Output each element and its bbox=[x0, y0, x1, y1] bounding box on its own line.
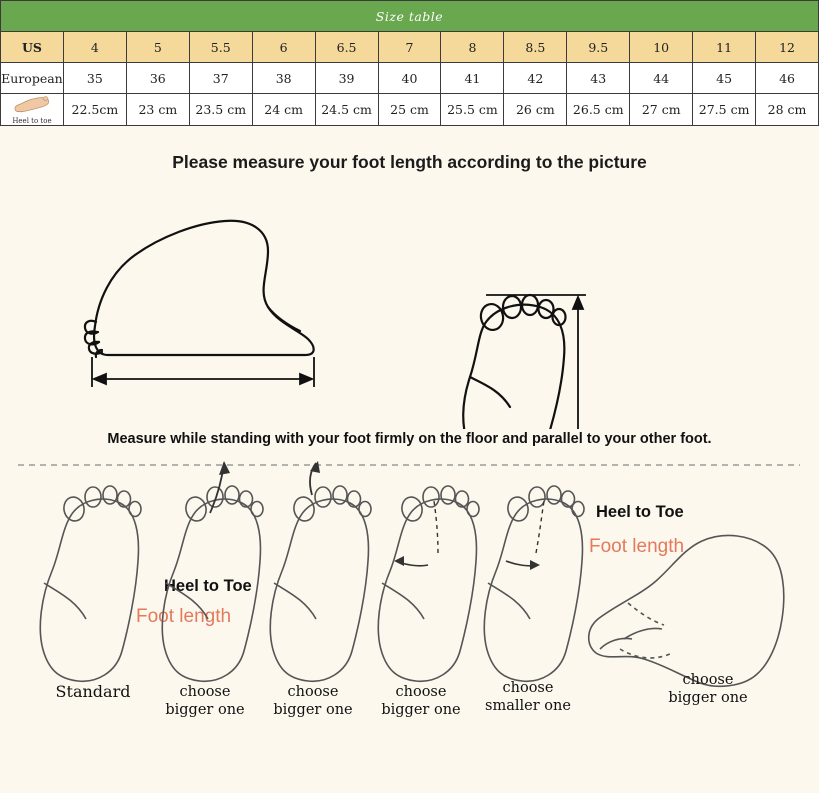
top-foot-length-label: Foot length bbox=[589, 536, 685, 557]
us-size-cell: 11 bbox=[693, 32, 756, 63]
european-size-cell: 39 bbox=[315, 63, 378, 94]
fit-caption-line1: choose bbox=[682, 672, 734, 688]
european-size-cell: 40 bbox=[378, 63, 441, 94]
foot-length-cell: 27.5 cm bbox=[693, 94, 756, 126]
foot-length-cell: 23.5 cm bbox=[189, 94, 252, 126]
top-view-measure-arrow bbox=[486, 295, 586, 429]
european-size-cell: 44 bbox=[630, 63, 693, 94]
european-size-cell: 38 bbox=[252, 63, 315, 94]
foot-length-cell: 25 cm bbox=[378, 94, 441, 126]
us-size-cell: 12 bbox=[756, 32, 819, 63]
size-table-title-row bbox=[1, 1, 819, 32]
foot-icon-caption: Heel to toe bbox=[12, 117, 52, 125]
measure-subline: Measure while standing with your foot firmly on the floor and parallel to your other foot. bbox=[107, 431, 712, 447]
foot-icon bbox=[9, 94, 55, 116]
european-size-row bbox=[1, 63, 819, 94]
european-size-cell: 41 bbox=[441, 63, 504, 94]
european-size-cell: 35 bbox=[63, 63, 126, 94]
fit-caption-line1: choose bbox=[179, 684, 231, 700]
fit-caption-text: Standard bbox=[55, 682, 131, 701]
foot-outline-smaller bbox=[484, 486, 584, 681]
fit-caption-5 bbox=[460, 679, 596, 715]
us-size-cell: 10 bbox=[630, 32, 693, 63]
fit-caption-line2: bigger one bbox=[165, 702, 245, 718]
foot-outline-bigger-3 bbox=[378, 486, 479, 681]
foot-length-cell: 27 cm bbox=[630, 94, 693, 126]
size-table-wrapper bbox=[0, 0, 819, 126]
us-size-cell: 6.5 bbox=[315, 32, 378, 63]
european-size-cell: 42 bbox=[504, 63, 567, 94]
foot-outline-bigger-1 bbox=[162, 461, 263, 681]
fit-examples-area bbox=[0, 453, 819, 738]
measure-heading: Please measure your foot length according to the picture bbox=[172, 152, 647, 172]
size-table-title: Size table bbox=[1, 1, 819, 32]
us-size-cell: 6 bbox=[252, 32, 315, 63]
us-size-cell: 5 bbox=[126, 32, 189, 63]
european-size-cell: 45 bbox=[693, 63, 756, 94]
fit-caption-line2: bigger one bbox=[668, 690, 748, 706]
diagram-svg bbox=[0, 181, 819, 429]
row-label-us: US bbox=[1, 32, 64, 63]
side-view-measure-arrow bbox=[92, 357, 314, 387]
foot-length-cell: 28 cm bbox=[756, 94, 819, 126]
side-foot-length-label: Foot length bbox=[136, 606, 232, 627]
foot-outline-side-bigger bbox=[589, 535, 784, 686]
european-size-cell: 46 bbox=[756, 63, 819, 94]
us-size-cell: 8.5 bbox=[504, 32, 567, 63]
fit-caption-6 bbox=[638, 671, 778, 707]
row-label-foot-length bbox=[1, 94, 64, 126]
us-size-row bbox=[1, 32, 819, 63]
fit-caption-line2: bigger one bbox=[381, 702, 461, 718]
fit-caption-line1: choose bbox=[502, 680, 554, 696]
foot-length-cell: 24.5 cm bbox=[315, 94, 378, 126]
size-table bbox=[0, 0, 819, 126]
foot-outline-bigger-2 bbox=[270, 461, 371, 681]
foot-outline-standard bbox=[40, 486, 141, 681]
fit-caption-line2: smaller one bbox=[485, 698, 571, 714]
us-size-cell: 4 bbox=[63, 32, 126, 63]
us-size-cell: 7 bbox=[378, 32, 441, 63]
foot-length-cell: 26.5 cm bbox=[567, 94, 630, 126]
foot-length-cell: 22.5cm bbox=[63, 94, 126, 126]
row-label-european: European bbox=[1, 63, 64, 94]
european-size-cell: 37 bbox=[189, 63, 252, 94]
european-size-cell: 36 bbox=[126, 63, 189, 94]
fit-caption-line1: choose bbox=[287, 684, 339, 700]
foot-length-row bbox=[1, 94, 819, 126]
foot-length-cell: 25.5 cm bbox=[441, 94, 504, 126]
european-size-cell: 43 bbox=[567, 63, 630, 94]
us-size-cell: 9.5 bbox=[567, 32, 630, 63]
side-heel-to-toe-label: Heel to Toe bbox=[164, 577, 252, 595]
us-size-cell: 8 bbox=[441, 32, 504, 63]
fit-caption-line2: bigger one bbox=[273, 702, 353, 718]
us-size-cell: 5.5 bbox=[189, 32, 252, 63]
side-view-foot-illustration bbox=[85, 221, 314, 357]
fit-caption-line1: choose bbox=[395, 684, 447, 700]
foot-length-cell: 23 cm bbox=[126, 94, 189, 126]
top-view-foot-illustration bbox=[463, 295, 565, 429]
top-heel-to-toe-label: Heel to Toe bbox=[596, 503, 684, 521]
foot-length-cell: 24 cm bbox=[252, 94, 315, 126]
foot-length-cell: 26 cm bbox=[504, 94, 567, 126]
